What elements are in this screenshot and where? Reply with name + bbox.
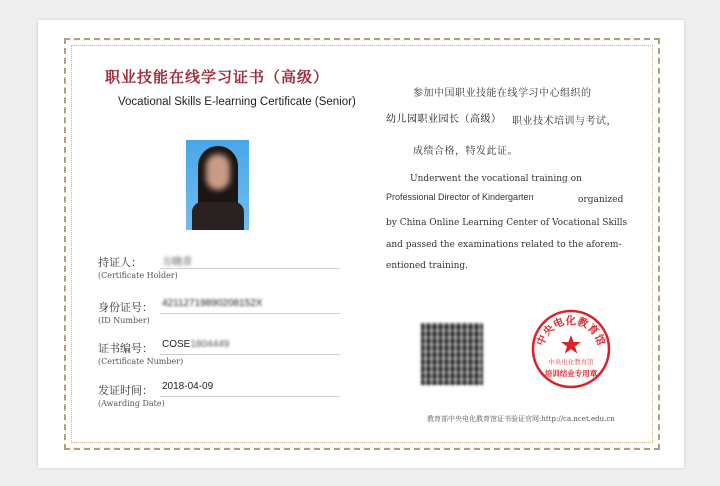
certificate-title-cn: 职业技能在线学习证书（高级） <box>105 68 330 86</box>
seal-top-text: 中央电化教育馆 <box>534 315 608 348</box>
seal-star-icon <box>561 335 581 354</box>
id-number-label-cn: 身份证号： <box>98 301 153 314</box>
body-cn-line2-tail: 职业技术培训与考试， <box>512 116 617 127</box>
award-date-field <box>98 382 348 408</box>
body-en-line4: and passed the examinations related to the aforem- <box>386 240 622 250</box>
cert-number-prefix: COSE <box>162 339 191 350</box>
holder-label-en: (Certificate Holder) <box>98 271 178 280</box>
cert-number-value <box>162 339 229 350</box>
seal-middle-text: 中央电化教育馆 <box>548 358 594 366</box>
id-number-field <box>98 299 348 325</box>
certificate-title-en: Vocational Skills E-learning Certificate (Senior) <box>118 96 356 108</box>
holder-label-cn: 持证人： <box>98 256 142 269</box>
official-seal <box>530 308 612 390</box>
seal-bottom-text: 培训结业专用章 <box>544 369 598 378</box>
body-en-course: Professional Director of Kindergarten <box>386 192 534 202</box>
body-en-line3: by China Online Learning Center of Vocational Skills <box>386 218 628 228</box>
cert-number-field <box>98 340 348 366</box>
body-cn-course: 幼儿园职业园长（高级） <box>386 114 502 125</box>
holder-photo <box>186 140 249 230</box>
body-cn-line1: 参加中国职业技能在线学习中心组织的 <box>413 88 592 99</box>
cert-number-rest: 1804449 <box>190 339 230 350</box>
award-date-label-cn: 发证时间： <box>98 384 153 397</box>
body-cn-line3: 成绩合格，特发此证。 <box>413 146 518 157</box>
award-date-value: 2018-04-09 <box>162 381 214 392</box>
body-en-organized: organized <box>578 195 624 205</box>
qr-code[interactable] <box>421 323 483 385</box>
holder-value: 方晓青 <box>162 257 192 268</box>
cert-number-label-cn: 证书编号： <box>98 342 153 355</box>
id-number-value: 42112719890208152X <box>162 298 263 309</box>
holder-field <box>98 254 348 280</box>
body-en-line1: Underwent the vocational training on <box>410 174 582 184</box>
cert-number-label-en: (Certificate Number) <box>98 357 184 366</box>
award-date-label-en: (Awarding Date) <box>98 399 165 408</box>
verification-footer: 教育部中央电化教育馆证书验证官网:http://ca.ncet.edu.cn <box>427 415 615 423</box>
body-en-line5: entioned training. <box>386 261 469 271</box>
id-number-label-en: (ID Number) <box>98 316 150 325</box>
